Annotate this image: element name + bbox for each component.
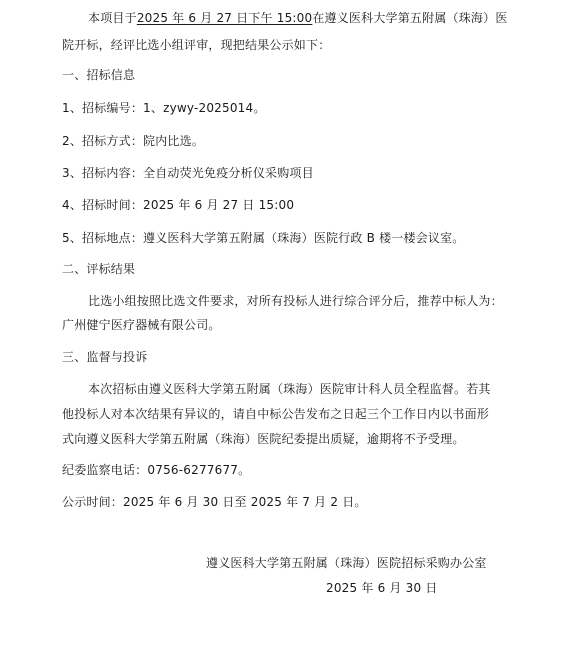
contact-phone: 纪委监察电话：0756-6277677。 [62, 463, 251, 477]
intro-suffix: 在遵义医科大学第五附属（珠海）医 [312, 11, 508, 25]
intro-line-1 [88, 10, 508, 26]
issuing-office: 遵义医科大学第五附属（珠海）医院招标采购办公室 [206, 556, 487, 570]
section-3-heading: 三、监督与投诉 [62, 350, 148, 364]
result-line-1: 比选小组按照比选文件要求，对所有投标人进行综合评分后，推荐中标人为： [88, 294, 503, 308]
issue-date: 2025 年 6 月 30 日 [326, 581, 438, 595]
opening-date: 2025 年 6 月 27 日下午 15:00 [136, 11, 313, 25]
publicity-period: 公示时间：2025 年 6 月 30 日至 2025 年 7 月 2 日。 [62, 495, 367, 509]
info-item-content: 3、招标内容：全自动荧光免疫分析仪采购项目 [62, 166, 314, 180]
info-item-method: 2、招标方式：院内比选。 [62, 134, 205, 148]
supervision-line-3: 式向遵义医科大学第五附属（珠海）医院纪委提出质疑，逾期将不予受理。 [62, 432, 465, 446]
intro-prefix: 本项目于 [88, 11, 137, 25]
section-1-heading: 一、招标信息 [62, 68, 136, 82]
supervision-line-2: 他投标人对本次结果有异议的，请自中标公告发布之日起三个工作日内以书面形 [62, 407, 490, 421]
info-item-location: 5、招标地点：遵义医科大学第五附属（珠海）医院行政 B 楼一楼会议室。 [62, 231, 465, 245]
intro-line-2: 院开标，经评比选小组评审，现把结果公示如下： [62, 38, 331, 52]
supervision-line-1: 本次招标由遵义医科大学第五附属（珠海）医院审计科人员全程监督。若其 [88, 382, 491, 396]
section-2-heading: 二、评标结果 [62, 262, 136, 276]
info-item-number: 1、招标编号：1、zywy-2025014。 [62, 101, 266, 115]
info-item-time: 4、招标时间：2025 年 6 月 27 日 15:00 [62, 198, 295, 212]
winning-bidder: 广州健宁医疗器械有限公司。 [62, 318, 221, 332]
